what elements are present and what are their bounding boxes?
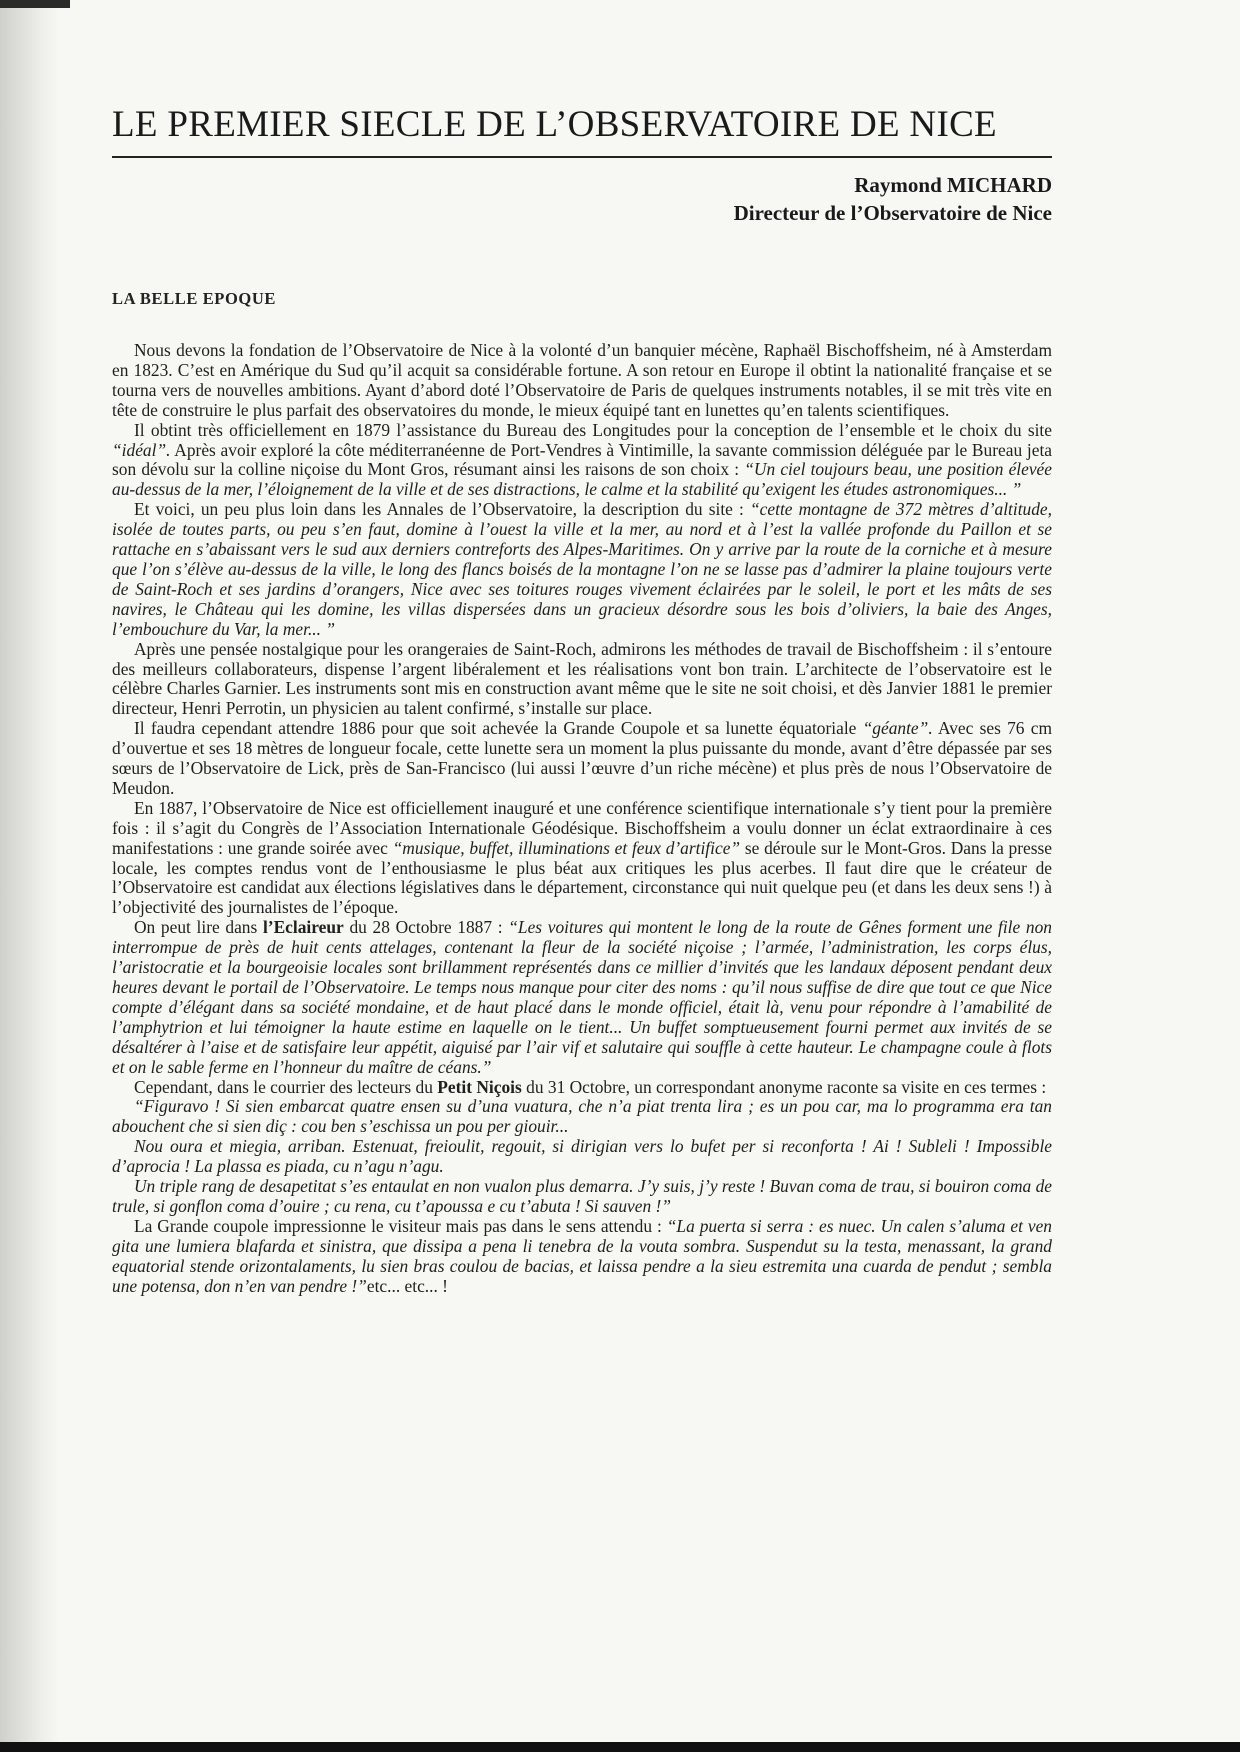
nicois-quote-3: Un triple rang de desapetitat s’es entaulat en non vualon plus demarra. J’y suis, j’y reste ! Buvan coma de trau, si bouiron coma de trule, si gonflon coma d’ouire ; cu rena, cu t’apoussa e cu t’abuta ! Si sauven !” xyxy=(112,1176,1052,1216)
paragraph-4: Après une pensée nostalgique pour les orangeraies de Saint-Roch, admirons les méthodes de travail de Bischoffsheim : il s’entoure des meilleurs collaborateurs, dispense l’argent libéralement et les réalisations vont bon train. L’architecte de l’observatoire est le célèbre Charles Garnier. Les instruments sont mis en construction avant même que le site ne soit choisi, et dès Janvier 1881 le premier directeur, Henri Perrotin, un physicien au talent confirmé, s’installe sur place. xyxy=(112,638,1052,719)
paragraph-2 xyxy=(112,421,1052,501)
paragraph-2-quote-ideal: “idéal”. xyxy=(112,439,171,460)
paragraph-3-text: Et voici, un peu plus loin dans les Annales de l’Observatoire, la description du site : xyxy=(134,499,751,520)
nicois-quote-2: Nou oura et miegia, arriban. Estenuat, freioulit, regouit, si dirigian vers lo bufet per si reconforta ! Ai ! Subleli ! Impossible d’aprocia ! La plassa es piada, cu n’agu n’agu. xyxy=(112,1136,1052,1177)
paragraph-6-quote: “musique, buffet, illuminations et feux d’artifice” xyxy=(392,837,741,858)
author-role: Directeur de l’Observatoire de Nice xyxy=(733,201,1052,225)
page-bottom-edge xyxy=(0,1742,1240,1752)
paragraph-2-quote: “Un ciel toujours beau, une position élevée au-dessus de la mer, l’éloignement de la ville et de ses distractions, le calme et la stabilité qu’exigent les études astronomiques... ” xyxy=(112,459,1052,500)
paragraph-12-text-c: etc... etc... ! xyxy=(366,1275,448,1296)
section-heading: LA BELLE EPOQUE xyxy=(112,289,276,308)
paragraph-8-text-c: du 31 Octobre, un correspondant anonyme raconte sa visite en ces termes : xyxy=(521,1076,1047,1097)
article-title: LE PREMIER SIECLE DE L’OBSERVATOIRE DE NICE xyxy=(112,104,997,145)
newspaper-name-petit-nicois: Petit Niçois xyxy=(437,1076,522,1097)
paragraph-7-quote: “Les voitures qui montent le long de la route de Gênes forment une file non interrompue de près de huit cents attelages, contenant la fleur de la société niçoise ; l’armée, l’administration, les corps élus, l’aristocratie et la bourgeoisie locales sont brillamment représentés dans ce millier d’invités que les landaux déposent pendant deux heures devant le portail de l’Observatoire. Le temps nous manque pour citer des noms : qu’il nous suffise de dire que tout ce que Nice compte d’élégant dans sa société mondaine, et de haut placé dans le monde officiel, était là, venu pour répondre à l’amabilité de l’amphytrion et lui témoigner la haute estime en laquelle on le tient... Un buffet somptueusement fourni permet aux invités de se désaltérer à l’aise et de satisfaire leur appétit, aiguisé par l’air vif et salutaire qui souffle à cette hauteur. Le champagne coule à flots et on le sable ferme en l’honneur du maître de céans.” xyxy=(112,917,1052,1077)
paragraph-11 xyxy=(112,1177,1052,1217)
paragraph-8-text-a: Cependant, dans le courrier des lecteurs du xyxy=(134,1076,438,1097)
paragraph-3-quote: “cette montagne de 372 mètres d’altitude, isolée de toutes parts, ou peu s’en faut, domine à l’ouest la ville et la mer, au nord et à l’est la vallée profonde du Paillon et se rattache en s’abaissant vers le sud aux derniers contreforts des Alpes-Maritimes. On y arrive par la route de la corniche et à mesure que l’on s’élève au-dessus de la ville, le long des flancs boisés de la montagne l’on ne se lasse pas d’admirer la plaine toujours verte de Saint-Roch et ses jardins d’orangers, Nice avec ses toitures rouges vivement éclairées par le soleil, le port et les mâts de ses navires, le Château qui les domine, les villas dispersées dans un gracieux désordre sous les bois d’oliviers, la baie des Anges, l’embouchure du Var, la mer... ” xyxy=(112,499,1052,639)
page-corner-mark xyxy=(0,0,70,8)
paragraph-6-text-a: En 1887, l’Observatoire de Nice est officiellement inauguré et une conférence scientifique internationale s’y tient pour la première fois : il s’agit du Congrès de l’Association Internationale Géodésique. Bischoffsheim a voulu donner un éclat extraordinaire à ces manifestations : une grande soirée avec xyxy=(112,797,1052,858)
newspaper-name-eclaireur: l’Eclaireur xyxy=(262,917,344,938)
nicois-quote-1: “Figuravo ! Si sien embarcat quatre ensen su d’una vuatura, che n’a piat trenta lira ; es un pou car, ma lo programma era tan abouchent che si sien diç : cou ben s’eschissa un pou per giouir... xyxy=(112,1096,1052,1137)
paragraph-8 xyxy=(112,1078,1052,1098)
paragraph-1: Nous devons la fondation de l’Observatoire de Nice à la volonté d’un banquier mécène, Raphaël Bischoffsheim, né à Amsterdam en 1823. C’est en Amérique du Sud qu’il acquit sa considérable fortune. A son retour en Europe il obtint la nationalité française et se tourna vers de nouvelles ambitions. Ayant d’abord doté l’Observatoire de Paris de quelques instruments notables, il se mit très vite en tête de construire le plus parfait des observatoires du monde, le mieux équipé tant en lunettes qu’en talents scientifiques. xyxy=(112,340,1052,420)
paragraph-3 xyxy=(112,500,1052,639)
paragraph-10 xyxy=(112,1137,1052,1177)
paragraph-2-text-c: Après avoir exploré la côte méditerranéenne de Port-Vendres à Vintimille, la savante commission déléguée par le Bureau jeta son dévolu sur la colline niçoise du Mont Gros, résumant ainsi les raisons de son choix : xyxy=(112,439,1052,480)
author-name: Raymond MICHARD xyxy=(854,173,1052,197)
paragraph-5-quote-geante: “géante”. xyxy=(862,718,933,739)
paragraph-9 xyxy=(112,1097,1052,1137)
paragraph-5-text-c: Avec ses 76 cm d’ouvertue et ses 18 mètres de longueur focale, cette lunette sera un moment la plus puissante du monde, avant d’être dépassée par ses sœurs de l’Observatoire de Lick, près de San-Francisco (lui aussi l’œuvre d’un riche mécène) et plus près de nous l’Observatoire de Meudon. xyxy=(112,718,1052,798)
article xyxy=(112,104,1052,1297)
paragraph-2-text-a: Il obtint très officiellement en 1879 l’assistance du Bureau des Longitudes pour la conception de l’ensemble et le choix du site xyxy=(134,419,1052,440)
paragraph-6-text-c: se déroule sur le Mont-Gros. Dans la presse locale, les comptes rendus vont de l’enthousiasme le plus béat aux critiques les plus acerbes. Il faut dire que le créateur de l’Observatoire est candidat aux élections législatives dans le département, circonstance qui nuit quelque peu (et dans les deux sens !) à l’objectivité des journalistes de l’époque. xyxy=(112,837,1053,918)
page-edge-shadow xyxy=(0,0,60,1752)
paragraph-7-text-c: du 28 Octobre 1887 : xyxy=(343,917,509,938)
paragraph-5-text-a: Il faudra cependant attendre 1886 pour que soit achevée la Grande Coupole et sa lunette équatoriale xyxy=(134,718,863,739)
paragraph-12 xyxy=(112,1217,1052,1297)
paragraph-12-text-a: La Grande coupole impressionne le visiteur mais pas dans le sens attendu : xyxy=(134,1215,667,1236)
paragraph-7 xyxy=(112,918,1052,1077)
paragraph-12-quote: “La puerta si serra : es nuec. Un calen s’aluma et ven gita une lumiera blafarda et sinistra, que dissipa a pena li tenebra de la vouta sombra. Suspendut su la testa, menassant, la grand equatorial stende orizontalaments, lu sien bras coulou de bacias, et laissa pendre a la sieu estremita una cuarda de pendut ; sembla une potensa, don n’en van pendre !” xyxy=(112,1215,1053,1296)
article-body xyxy=(112,341,1052,1297)
paragraph-6 xyxy=(112,799,1052,918)
paragraph-5 xyxy=(112,719,1052,799)
paragraph-7-text-a: On peut lire dans xyxy=(134,917,263,938)
byline xyxy=(112,171,1052,227)
title-divider xyxy=(112,156,1052,158)
